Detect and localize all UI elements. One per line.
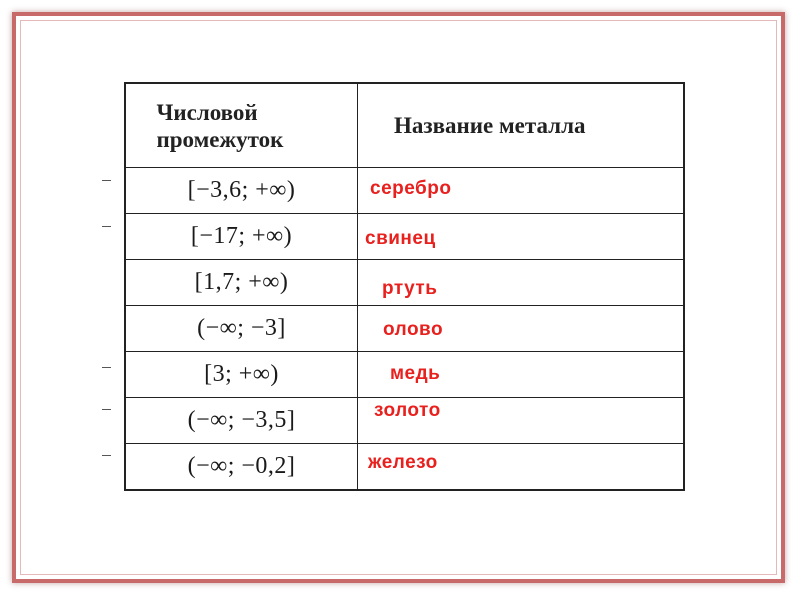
- header-interval-label: Числовой промежуток: [156, 99, 284, 152]
- table-header-row: [126, 84, 683, 167]
- interval-value: (−∞; −0,2]: [187, 453, 296, 479]
- answer-lead[interactable]: свинец: [365, 228, 436, 249]
- answer-mercury[interactable]: ртуть: [382, 278, 438, 299]
- interval-cell: [126, 260, 358, 305]
- interval-value: [1,7; +∞): [194, 269, 289, 295]
- header-cell-metal: [358, 84, 683, 167]
- answer-silver[interactable]: серебро: [370, 178, 452, 199]
- interval-value: [−3,6; +∞): [187, 177, 296, 203]
- interval-value: (−∞; −3]: [197, 315, 286, 341]
- marker-dash: [102, 367, 111, 368]
- interval-cell: [126, 398, 358, 443]
- interval-cell: [126, 352, 358, 397]
- answer-copper[interactable]: медь: [390, 363, 441, 384]
- interval-cell: [126, 444, 358, 489]
- marker-dash: [102, 226, 111, 227]
- interval-cell: [126, 214, 358, 259]
- marker-dash: [102, 180, 111, 181]
- answer-tin[interactable]: олово: [383, 319, 444, 340]
- interval-cell: [126, 168, 358, 213]
- interval-value: [3; +∞): [204, 361, 279, 387]
- header-cell-interval: [126, 84, 358, 167]
- marker-dash: [102, 409, 111, 410]
- interval-value: [−17; +∞): [190, 223, 293, 249]
- answer-iron[interactable]: железо: [368, 452, 438, 473]
- interval-value: (−∞; −3,5]: [187, 407, 296, 433]
- answer-gold[interactable]: золото: [374, 400, 441, 421]
- interval-cell: [126, 306, 358, 351]
- header-metal-label: Название металла: [394, 112, 586, 138]
- marker-dash: [102, 455, 111, 456]
